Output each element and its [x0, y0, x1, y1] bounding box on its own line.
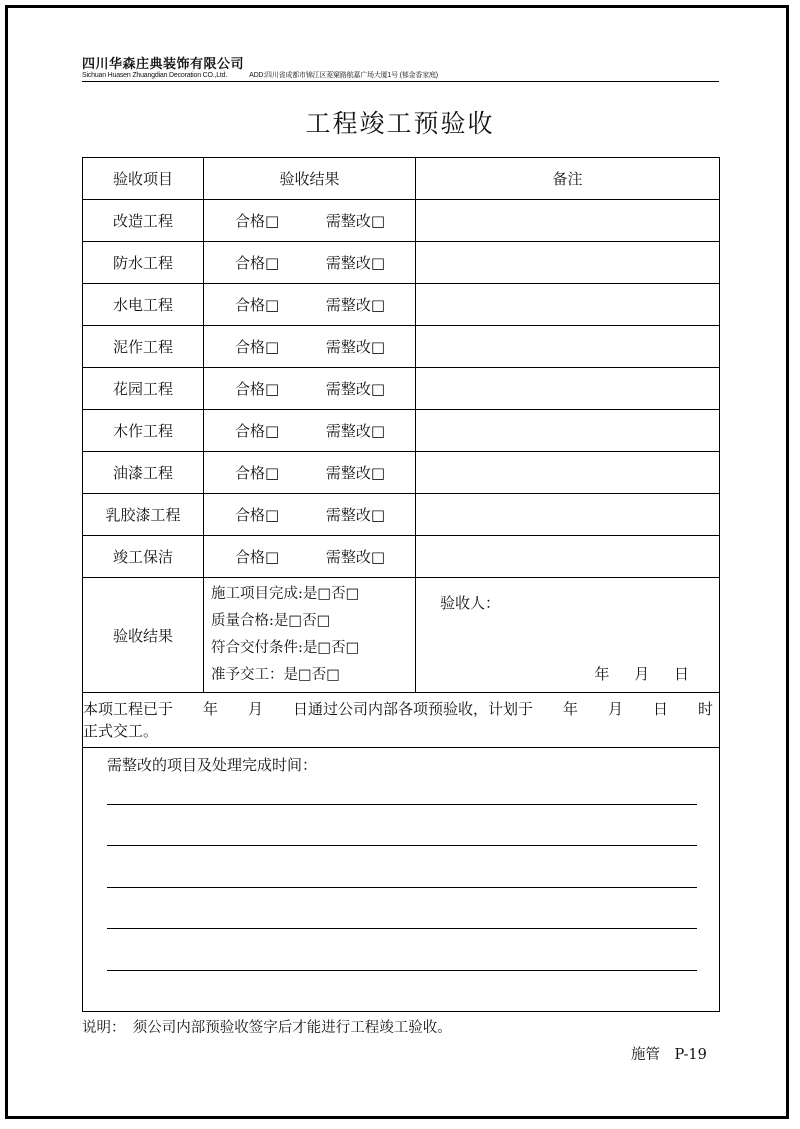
pass-checkbox[interactable]: 合格□ — [235, 548, 280, 566]
item-result — [204, 536, 416, 578]
item-name: 改造工程 — [83, 200, 204, 242]
pass-checkbox[interactable]: 合格□ — [235, 380, 280, 398]
item-result — [204, 368, 416, 410]
item-name: 油漆工程 — [83, 452, 204, 494]
statement-row — [83, 693, 720, 748]
item-result — [204, 242, 416, 284]
pass-checkbox[interactable]: 合格□ — [235, 506, 280, 524]
item-result — [204, 326, 416, 368]
table-row — [83, 368, 720, 410]
rework-checkbox[interactable]: 需整改□ — [325, 212, 385, 230]
header-remarks: 备注 — [416, 158, 720, 200]
rework-checkbox[interactable]: 需整改□ — [325, 254, 385, 272]
company-address: ADD:四川省成都市锦江区菱窠路航嘉广场大厦1号 (郁金香家庭) — [249, 72, 438, 79]
table-row — [83, 242, 720, 284]
item-name: 竣工保洁 — [83, 536, 204, 578]
item-remarks[interactable] — [416, 452, 720, 494]
rework-checkbox[interactable]: 需整改□ — [325, 464, 385, 482]
header-result: 验收结果 — [204, 158, 416, 200]
table-row — [83, 284, 720, 326]
header-rule — [82, 81, 719, 82]
item-name: 花园工程 — [83, 368, 204, 410]
page-title: 工程竣工预验收 — [305, 109, 495, 138]
summary-signature — [416, 578, 720, 693]
table-row — [83, 494, 720, 536]
inspector-label[interactable]: 验收人： — [440, 594, 501, 612]
footer-note: 说明： 须公司内部预验收签字后才能进行工程竣工验收。 — [82, 1020, 452, 1036]
table-header-row — [83, 158, 720, 200]
pass-checkbox[interactable]: 合格□ — [235, 296, 280, 314]
statement-text[interactable]: 本项工程已于 年 月 日通过公司内部各项预验收，计划于 年 月 日 时正式交工。 — [83, 693, 720, 748]
table-row — [83, 326, 720, 368]
pass-checkbox[interactable]: 合格□ — [235, 254, 280, 272]
company-english-name: Sichuan Huasen Zhuangdian Decoration CO.,Ltd. — [82, 72, 228, 79]
item-remarks[interactable] — [416, 368, 720, 410]
check-completed[interactable]: 施工项目完成:是□否□ — [211, 586, 360, 602]
item-result — [204, 410, 416, 452]
item-name: 木作工程 — [83, 410, 204, 452]
table-row — [83, 410, 720, 452]
summary-row — [83, 578, 720, 693]
rework-checkbox[interactable]: 需整改□ — [325, 296, 385, 314]
item-remarks[interactable] — [416, 284, 720, 326]
item-remarks[interactable] — [416, 494, 720, 536]
rework-title: 需整改的项目及处理完成时间： — [107, 756, 318, 774]
item-rows — [83, 200, 720, 578]
rework-line-5[interactable] — [107, 970, 697, 971]
rework-checkbox[interactable]: 需整改□ — [325, 338, 385, 356]
item-name: 防水工程 — [83, 242, 204, 284]
form-code: 施管 P-19 — [631, 1047, 707, 1063]
pass-checkbox[interactable]: 合格□ — [235, 338, 280, 356]
company-name: 四川华森庄典装饰有限公司 — [82, 57, 245, 72]
rework-row — [83, 748, 720, 1012]
rework-checkbox[interactable]: 需整改□ — [325, 548, 385, 566]
rework-line-1[interactable] — [107, 804, 697, 805]
item-remarks[interactable] — [416, 536, 720, 578]
acceptance-table — [82, 157, 720, 1012]
item-name: 水电工程 — [83, 284, 204, 326]
item-result — [204, 200, 416, 242]
item-result — [204, 284, 416, 326]
rework-line-4[interactable] — [107, 928, 697, 929]
pass-checkbox[interactable]: 合格□ — [235, 212, 280, 230]
item-result — [204, 452, 416, 494]
rework-checkbox[interactable]: 需整改□ — [325, 380, 385, 398]
rework-checkbox[interactable]: 需整改□ — [325, 506, 385, 524]
summary-label: 验收结果 — [83, 578, 204, 693]
table-row — [83, 536, 720, 578]
item-remarks[interactable] — [416, 326, 720, 368]
check-quality[interactable]: 质量合格:是□否□ — [211, 613, 331, 629]
table-row — [83, 452, 720, 494]
item-remarks[interactable] — [416, 242, 720, 284]
item-remarks[interactable] — [416, 200, 720, 242]
rework-checkbox[interactable]: 需整改□ — [325, 422, 385, 440]
company-english-line — [82, 70, 438, 80]
rework-line-3[interactable] — [107, 887, 697, 888]
pass-checkbox[interactable]: 合格□ — [235, 464, 280, 482]
check-delivery[interactable]: 符合交付条件:是□否□ — [211, 640, 360, 656]
rework-cell — [83, 748, 720, 1012]
table-row — [83, 200, 720, 242]
signature-date[interactable]: 年 月 日 — [594, 665, 689, 683]
item-result — [204, 494, 416, 536]
summary-checks — [204, 578, 416, 693]
pass-checkbox[interactable]: 合格□ — [235, 422, 280, 440]
header-item: 验收项目 — [83, 158, 204, 200]
rework-line-2[interactable] — [107, 845, 697, 846]
item-remarks[interactable] — [416, 410, 720, 452]
item-name: 乳胶漆工程 — [83, 494, 204, 536]
item-name: 泥作工程 — [83, 326, 204, 368]
check-handover[interactable]: 准予交工：是□否□ — [211, 667, 340, 683]
